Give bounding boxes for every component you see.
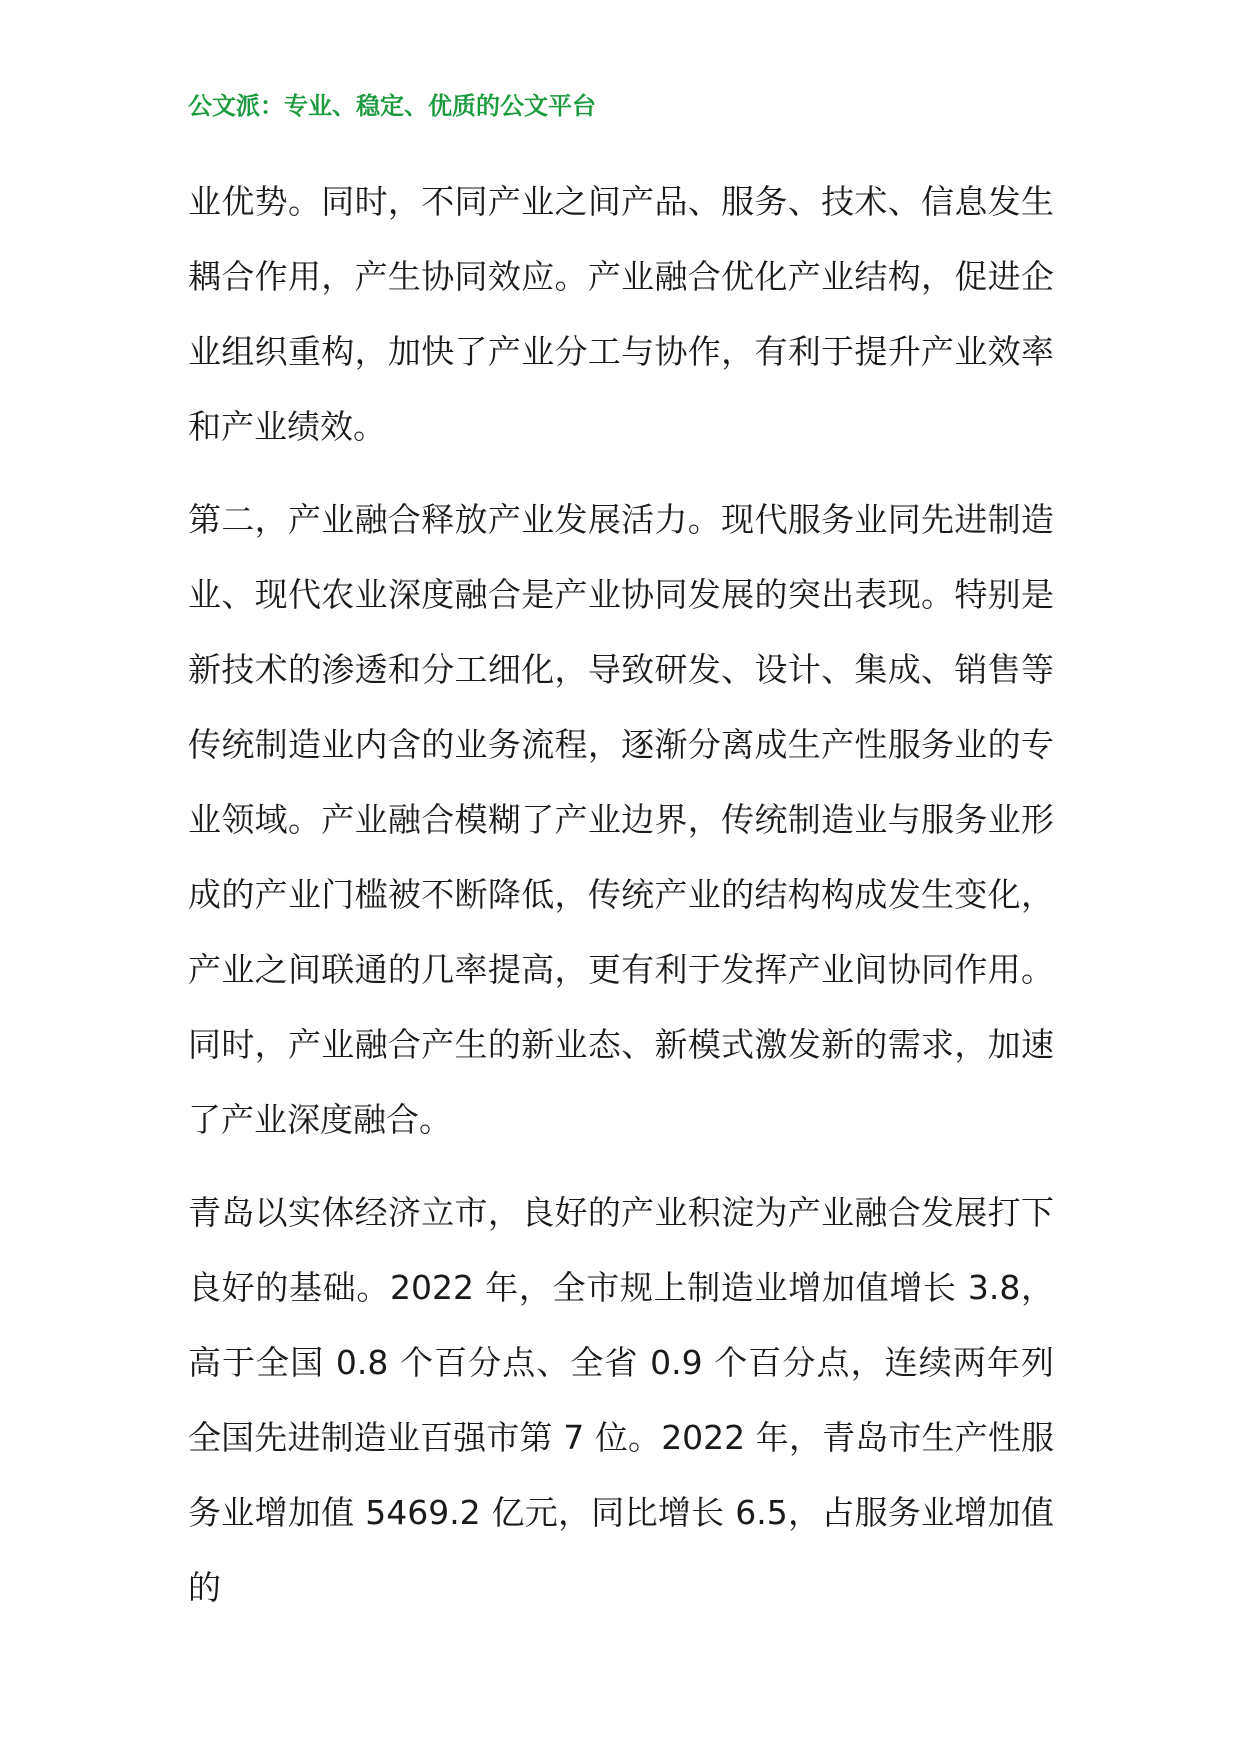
page-header: 公文派：专业、稳定、优质的公文平台	[188, 92, 596, 120]
paragraph: 青岛以实体经济立市，良好的产业积淀为产业融合发展打下良好的基础。2022 年，全市规上制造业增加值增长 3.8，高于全国 0.8 个百分点、全省 0.9 个百分点，连续两年列全国先进制造业百强市第 7 位。2022 年，青岛市生产性服务业增加值 5469.2 亿元，同比增长 6.5，占服务业增加值的	[188, 1193, 1054, 1607]
document-body	[188, 164, 1054, 1643]
paragraph: 业优势。同时，不同产业之间产品、服务、技术、信息发生耦合作用，产生协同效应。产业融合优化产业结构，促进企业组织重构，加快了产业分工与协作，有利于提升产业效率和产业绩效。	[188, 182, 1054, 446]
paragraph: 第二，产业融合释放产业发展活力。现代服务业同先进制造业、现代农业深度融合是产业协同发展的突出表现。特别是新技术的渗透和分工细化，导致研发、设计、集成、销售等传统制造业内含的业务流程，逐渐分离成生产性服务业的专业领域。产业融合模糊了产业边界，传统制造业与服务业形成的产业门槛被不断降低，传统产业的结构构成发生变化，产业之间联通的几率提高，更有利于发挥产业间协同作用。同时，产业融合产生的新业态、新模式激发新的需求，加速了产业深度融合。	[188, 500, 1054, 1139]
